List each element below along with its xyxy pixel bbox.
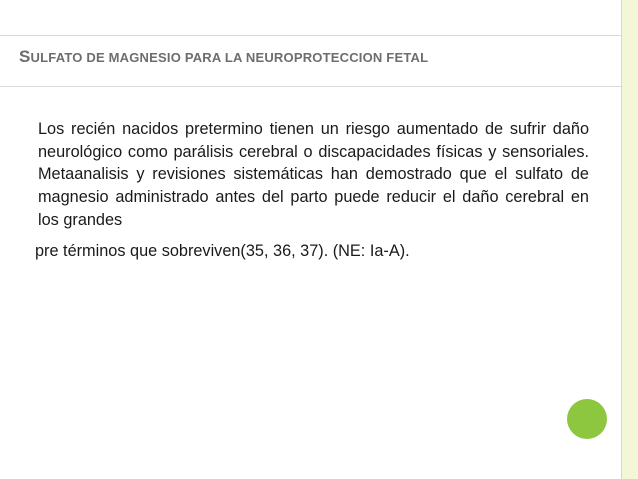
decorative-side-bar bbox=[621, 0, 638, 479]
slide-body bbox=[35, 118, 589, 262]
title-bar bbox=[0, 35, 621, 87]
decorative-green-circle bbox=[567, 399, 607, 439]
body-paragraph: Los recién nacidos pretermino tienen un riesgo aumentado de sufrir daño neurológico como parálisis cerebral o discapacidades físicas y sensoriales. Metaanalisis y revisiones sistemáticas han demostrado que el sulfato de magnesio administrado antes del parto puede reducir el daño cerebral en los grandes bbox=[38, 120, 589, 229]
slide-title: SULFATO DE MAGNESIO PARA LA NEUROPROTECCION FETAL bbox=[19, 47, 429, 66]
body-citation-line: pre términos que sobreviven(35, 36, 37). (NE: Ia-A). bbox=[35, 241, 410, 260]
